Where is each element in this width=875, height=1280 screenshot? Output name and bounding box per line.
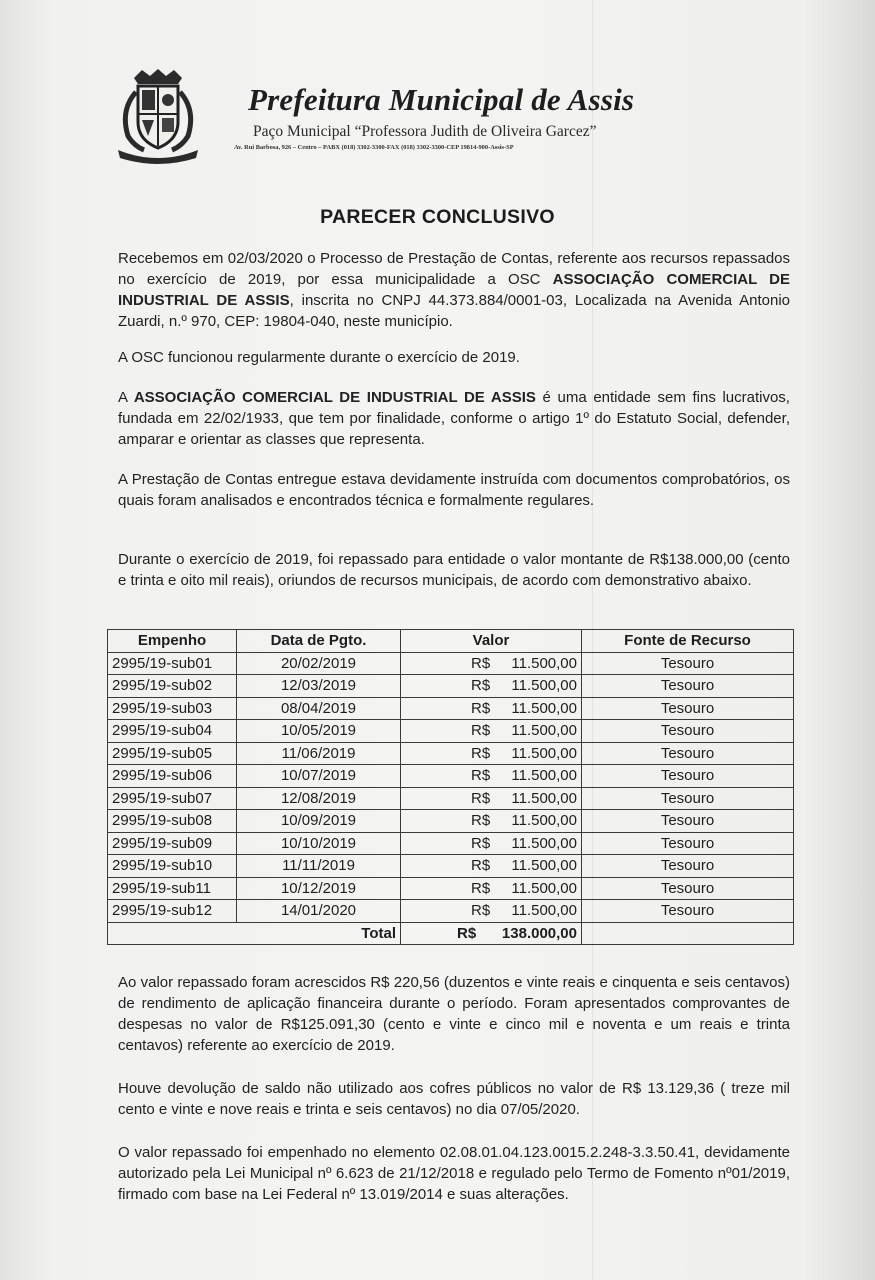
cell-fonte: Tesouro — [582, 787, 794, 810]
currency-symbol: R$ — [471, 857, 491, 875]
currency-symbol: R$ — [471, 699, 491, 717]
table-row — [108, 810, 794, 833]
amount-value: 11.500,00 — [511, 812, 577, 830]
cell-data-pgto: 20/02/2019 — [237, 652, 401, 675]
cell-valor — [401, 877, 582, 900]
paragraph-receipt-osc-name: ASSOCIAÇÃO COMERCIAL DE INDUSTRIAL DE ASSIS — [118, 271, 790, 309]
paragraph-receipt-text-c: , inscrita no CNPJ 44.373.884/0001-03, Localizada na Avenida Antonio Zuardi, n.º 970, CEP: 19804-040, neste município. — [118, 292, 791, 330]
cell-fonte: Tesouro — [582, 810, 794, 833]
cell-empenho: 2995/19-sub09 — [108, 832, 237, 855]
total-value — [401, 922, 582, 945]
cell-data-pgto: 11/11/2019 — [237, 855, 401, 878]
municipality-address: Av. Rui Barbosa, 926 – Centro – PABX (018) 3302-3300-FAX (018) 3302-3300-CEP 19814-900-Assis-SP — [234, 144, 514, 151]
cell-empenho: 2995/19-sub02 — [108, 675, 237, 698]
table-row — [108, 855, 794, 878]
cell-valor — [401, 900, 582, 923]
currency-symbol: R$ — [471, 767, 491, 785]
table-row — [108, 765, 794, 788]
table-row — [108, 675, 794, 698]
cell-valor — [401, 652, 582, 675]
cell-fonte: Tesouro — [582, 742, 794, 765]
currency-symbol: R$ — [471, 902, 491, 920]
cell-valor — [401, 720, 582, 743]
cell-empenho: 2995/19-sub05 — [108, 742, 237, 765]
cell-empenho: 2995/19-sub01 — [108, 652, 237, 675]
amount-value: 11.500,00 — [511, 677, 577, 695]
currency-symbol: R$ — [471, 654, 491, 672]
table-row — [108, 720, 794, 743]
cell-fonte: Tesouro — [582, 697, 794, 720]
currency-symbol: R$ — [471, 722, 491, 740]
currency-symbol: R$ — [471, 789, 491, 807]
cell-data-pgto: 12/08/2019 — [237, 787, 401, 810]
cell-data-pgto: 12/03/2019 — [237, 675, 401, 698]
table-row — [108, 832, 794, 855]
paragraph-accountability: A Prestação de Contas entregue estava devidamente instruída com documentos comprobatórios, os quais foram analisados e encontrados técnica e formalmente regulares. — [118, 471, 790, 509]
currency-symbol: R$ — [471, 744, 491, 762]
cell-empenho: 2995/19-sub08 — [108, 810, 237, 833]
cell-data-pgto: 10/12/2019 — [237, 877, 401, 900]
table-header-row — [108, 630, 794, 653]
paragraph-entity-text-c: é uma entidade sem fins lucrativos, fundada em 22/02/1933, que tem por finalidade, conforme o artigo 1º do Estatuto Social, defender, amparar e orientar as classes que representa. — [118, 389, 790, 448]
amount-value: 11.500,00 — [511, 699, 577, 717]
paragraph-transfer: Durante o exercício de 2019, foi repassado para entidade o valor montante de R$138.000,00 (cento e trinta e oito mil reais), oriundos de recursos municipais, de acordo com demonstrativo abaixo. — [118, 551, 790, 589]
cell-fonte: Tesouro — [582, 877, 794, 900]
currency-symbol: R$ — [471, 812, 491, 830]
paragraph-budget: O valor repassado foi empenhado no elemento 02.08.01.04.123.0015.2.248-3.3.50.41, devidamente autorizado pela Lei Municipal nº 6.623 de 21/12/2018 e regulado pelo Termo de Fomento nº01/2019, firmado com base na Lei Federal nº 13.019/2014 e suas alterações. — [118, 1144, 790, 1203]
paragraph-yield: Ao valor repassado foram acrescidos R$ 220,56 (duzentos e vinte reais e cinquenta e seis centavos) de rendimento de aplicação financeira durante o período. Foram apresentados comprovantes de despesas no valor de R$125.091,30 (cento e vinte e cinco mil e noventa e um reais e trinta centavos) referente ao exercício de 2019. — [118, 974, 790, 1054]
payments-table-body — [108, 652, 794, 945]
municipality-subtitle: Paço Municipal “Professora Judith de Oliveira Garcez” — [253, 123, 597, 140]
amount-value: 11.500,00 — [511, 834, 577, 852]
cell-fonte: Tesouro — [582, 855, 794, 878]
cell-fonte: Tesouro — [582, 900, 794, 923]
cell-fonte: Tesouro — [582, 720, 794, 743]
table-row — [108, 900, 794, 923]
cell-data-pgto: 10/07/2019 — [237, 765, 401, 788]
cell-empenho: 2995/19-sub03 — [108, 697, 237, 720]
cell-fonte: Tesouro — [582, 832, 794, 855]
amount-value: 11.500,00 — [511, 654, 577, 672]
cell-data-pgto: 10/05/2019 — [237, 720, 401, 743]
cell-fonte: Tesouro — [582, 675, 794, 698]
paragraph-receipt — [118, 248, 790, 332]
cell-data-pgto: 14/01/2020 — [237, 900, 401, 923]
cell-valor — [401, 832, 582, 855]
amount-value: 11.500,00 — [511, 722, 577, 740]
cell-empenho: 2995/19-sub06 — [108, 765, 237, 788]
amount-value: 11.500,00 — [511, 744, 577, 762]
payments-table — [107, 629, 794, 945]
header-data-pgto: Data de Pgto. — [237, 630, 401, 653]
cell-valor — [401, 697, 582, 720]
cell-valor — [401, 742, 582, 765]
document-title: PARECER CONCLUSIVO — [320, 206, 555, 228]
currency-symbol: R$ — [471, 879, 491, 897]
cell-empenho: 2995/19-sub07 — [108, 787, 237, 810]
cell-valor — [401, 765, 582, 788]
cell-data-pgto: 10/10/2019 — [237, 832, 401, 855]
paragraph-entity-osc-name: ASSOCIAÇÃO COMERCIAL DE INDUSTRIAL DE ASSIS — [133, 389, 536, 406]
amount-value: 11.500,00 — [511, 767, 577, 785]
cell-valor — [401, 855, 582, 878]
cell-empenho: 2995/19-sub11 — [108, 877, 237, 900]
currency-symbol: R$ — [471, 677, 491, 695]
header-fonte: Fonte de Recurso — [582, 630, 794, 653]
cell-valor — [401, 675, 582, 698]
cell-empenho: 2995/19-sub04 — [108, 720, 237, 743]
municipality-title: Prefeitura Municipal de Assis — [248, 82, 635, 117]
paragraph-entity — [118, 387, 790, 450]
paragraph-operation: A OSC funcionou regularmente durante o exercício de 2019. — [118, 349, 520, 366]
table-total-row — [108, 922, 794, 945]
cell-fonte: Tesouro — [582, 652, 794, 675]
cell-empenho: 2995/19-sub10 — [108, 855, 237, 878]
header-empenho: Empenho — [108, 630, 237, 653]
amount-value: 11.500,00 — [511, 789, 577, 807]
amount-value: 138.000,00 — [501, 924, 577, 942]
table-row — [108, 877, 794, 900]
table-row — [108, 787, 794, 810]
cell-valor — [401, 810, 582, 833]
table-row — [108, 697, 794, 720]
cell-data-pgto: 10/09/2019 — [237, 810, 401, 833]
cell-data-pgto: 11/06/2019 — [237, 742, 401, 765]
amount-value: 11.500,00 — [511, 857, 577, 875]
municipal-coat-of-arms-icon — [112, 66, 204, 166]
paragraph-entity-text-a: A — [118, 389, 134, 406]
paragraph-receipt-text-a: Recebemos em 02/03/2020 o Processo de Prestação de Contas, referente aos recursos repassados no exercício de 2019, por essa municipalidade a OSC — [118, 250, 790, 288]
total-label: Total — [108, 922, 401, 945]
amount-value: 11.500,00 — [511, 879, 577, 897]
table-row — [108, 652, 794, 675]
cell-fonte: Tesouro — [582, 765, 794, 788]
currency-symbol: R$ — [457, 924, 477, 942]
total-fonte-empty — [582, 922, 794, 945]
cell-data-pgto: 08/04/2019 — [237, 697, 401, 720]
currency-symbol: R$ — [471, 834, 491, 852]
header-valor: Valor — [401, 630, 582, 653]
amount-value: 11.500,00 — [511, 902, 577, 920]
cell-empenho: 2995/19-sub12 — [108, 900, 237, 923]
table-row — [108, 742, 794, 765]
paragraph-refund: Houve devolução de saldo não utilizado aos cofres públicos no valor de R$ 13.129,36 ( treze mil cento e vinte e nove reais e trinta e seis centavos) no dia 07/05/2020. — [118, 1080, 790, 1118]
cell-valor — [401, 787, 582, 810]
